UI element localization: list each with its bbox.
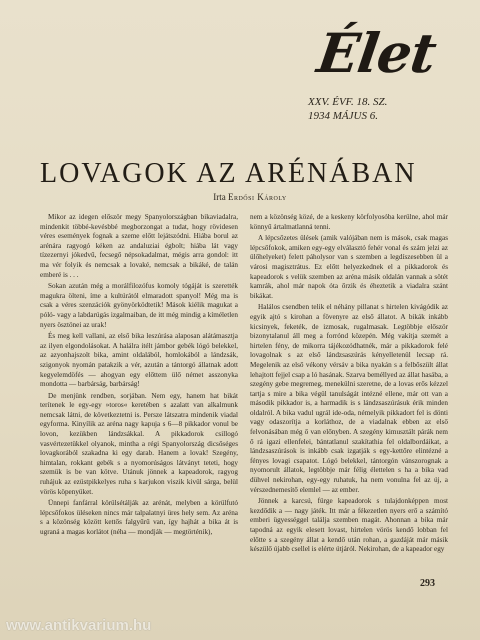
page-number: 293 bbox=[420, 578, 435, 589]
article-byline bbox=[40, 192, 460, 202]
article-column-left bbox=[40, 213, 238, 540]
paragraph: És meg kell vallani, az első bika leszúrása alaposan alátámasztja az ilyen elgondolásokat. A halálra itélt jámbor gebék lógó belekkel, az azyonhajszolt bika, amint oldalából, homlokából a lándzsák, szigonyok nyomán patakzik a vér, azután a tántorgó állatnak adott kegyelemdöfés — ahogyan egy előttem ülő német asszonyka mondotta — barbárság, barbárság! bbox=[40, 332, 238, 389]
article-title: LOVAGOK AZ ARÉNÁBAN bbox=[40, 158, 417, 189]
paragraph: A lépcsőzetes ülések (amik valójában nem is mások, csak magas lépcsőfokok, amiken egy-egy elválasztó fehér vonal és szám jelzi az ülőhelyeket) felett páholysor van s szemben a legdíszesebben ül a városi magisztrátus. Ez előtt helyezkednek el a pikkadorok és kapeadorok s velük szemben az aréna másik oldalán vannak a sötét kamrák, ahol már napok óta őrzik és éheztetik a viadalra szánt bikákat. bbox=[250, 234, 448, 300]
paragraph: Ünnepi fanfárral körülsétálják az arénát, melyben a körülfutó lépcsőfokos üléseken nincs már talpalatnyi üres hely sem. Az aréna s a közönség között kettős falgyűrű van, így hajhát a bika át is ugraná a magas korlátot (néha — mondják — megtörténik), bbox=[40, 499, 238, 536]
paragraph: De menjünk rendben, sorjában. Nem egy, hanem hat bikát terítenek le egy-egy »toros« keretében s azalatt van alkalmunk nemcsak látni, de következtetni is. Persze látszatra mindenik viadal egyforma. Kinyílik az aréna nagy kapuja s 6—8 pikkador vonul be lovon, kezükben lándzsákkal. A pikkadorok csillogó vasvértezetükkel olyanok, mintha a régi Spanyolország dicsőséges lovagkorából szakadna ki egy darab. Hanem a lovak! Szegény, himtalan, rokkant gebék s a nyomorúságos látványt teteti, hogy szemük is be van kötve. Utánuk jönnek a kapeadorok, ragyog ruhájuk az ezüstpikkelyes ruha s karjukon viszik kivül sárga, belül vörös köpenyüket. bbox=[40, 391, 238, 496]
byline-author: Erdősi Károly bbox=[227, 192, 287, 202]
paragraph: Mikor az idegen először megy Spanyolországban bikaviadalra, mindenkit többé-kevésbbé megborzongat a tudat, hogy rövidesen véres események fognak a szeme előtt lejátszódni. Hiába borul az arénára ragyogó kéken az andaluziai égbolt; hiába lát vagy tízezernyi jókedvű, fecsegő népsokadalmat, mégis arra gondol: itt ma vér folyik és nemcsak a lovaké, nemcsak a bikáké, de talán emberé is . . . bbox=[40, 213, 238, 279]
watermark: www.antikvarium.hu bbox=[6, 617, 152, 634]
masthead-logo: Élet bbox=[313, 21, 440, 85]
byline-prefix: Irta bbox=[213, 192, 226, 202]
paragraph: Jönnek a karcsú, fürge kapeadorok s tulajdonképpen most kezdődik a — nagy játék. Itt már a fékezetlen nyers erő a számító emberi ügyességgel találja szemben magát. Ahonnan a bika már tapodná az egyik elesett lovast, hirtelen vörös kendő lobban fel előtte s a szegény állat a kendő után rohan, a gazdáját már másik készülő újabb csellel is elérte útjáról. Nekirohan, de a kapeador egy bbox=[250, 497, 448, 554]
paragraph: Halálos csendben telik el néhány pillanat s hirtelen kivágódik az egyik ajtó s kirohan a fövenyre az első állatot. A bikák inkább kicsinyek, feketék, de izmosak, rugalmasak. Legtöbbje először bizonytalanul áll meg a forrónd közepén. Még vakítja szemét a hirtelen fény, de mikorra tájékozódhatnék, már a pikkadorok felé lovagolnak s az első lándzsaszúrás kényelletenül lecsap rá. Megelenik az első vékony vérsáv a bika nyakán s a felbőszült állat lehajtott fejjel csap a ló hasának. Szarva beméllyed az állat hasába, a szegény gebe megremeg, menekülni szeretne, de a lovas erős kézzel tartja s mire a bika végül tanulságát intézné ellene, már ott van a második pikkador is, a harmadik is s lándzsaszúrásuk érik minden oldalról. A bika vadul ugrál ide-oda, némelyik pikkadort fel is dönti vagy odaszorítja a korláthoz, de a viadalnak ebben az első felvonásában még ő van előnyben. A szegény kimusztált párák nem ő rá igazi ellenfelei, bántatlanul szakítathia fel oldalbordáikat, a lándzsaszúrások is inkább csak izgatják s egy-kettőre elintézné a fényes lovagi csapatot. Lógó belekkel, tántorgón vánszorognak a nyomorult állatok, legtöbbje már félig élettelen s ha a bika vad dühvel nekirohan, egy-egy ruhatuk, ha nem vonulna fel az új, a vérszednemesítő elemlel — az ember. bbox=[250, 303, 448, 494]
issue-info bbox=[308, 95, 448, 123]
paragraph: Sokan azután még a morálfilozófus komoly tógáját is szerették magukra ölteni, íme a kultúrától elmaradott spanyol! Még ma is csak a véres szenzációk gyönyörködtetik! Mások kiélik magukat a póló- vagy a labdarúgás izgalmaiban, de itt még mindig a kíméletlen nyers ösztönei az urak! bbox=[40, 282, 238, 329]
issue-date: 1934 MÁJUS 6. bbox=[308, 110, 378, 122]
paragraph: nem a közönség közé, de a keskeny körfolyosóba kerülne, ahol már könnyű ártalmatlanná tenni. bbox=[250, 213, 448, 231]
issue-volume: XXV. ÉVF. 18. SZ. bbox=[308, 96, 388, 108]
article-column-right bbox=[250, 213, 448, 557]
